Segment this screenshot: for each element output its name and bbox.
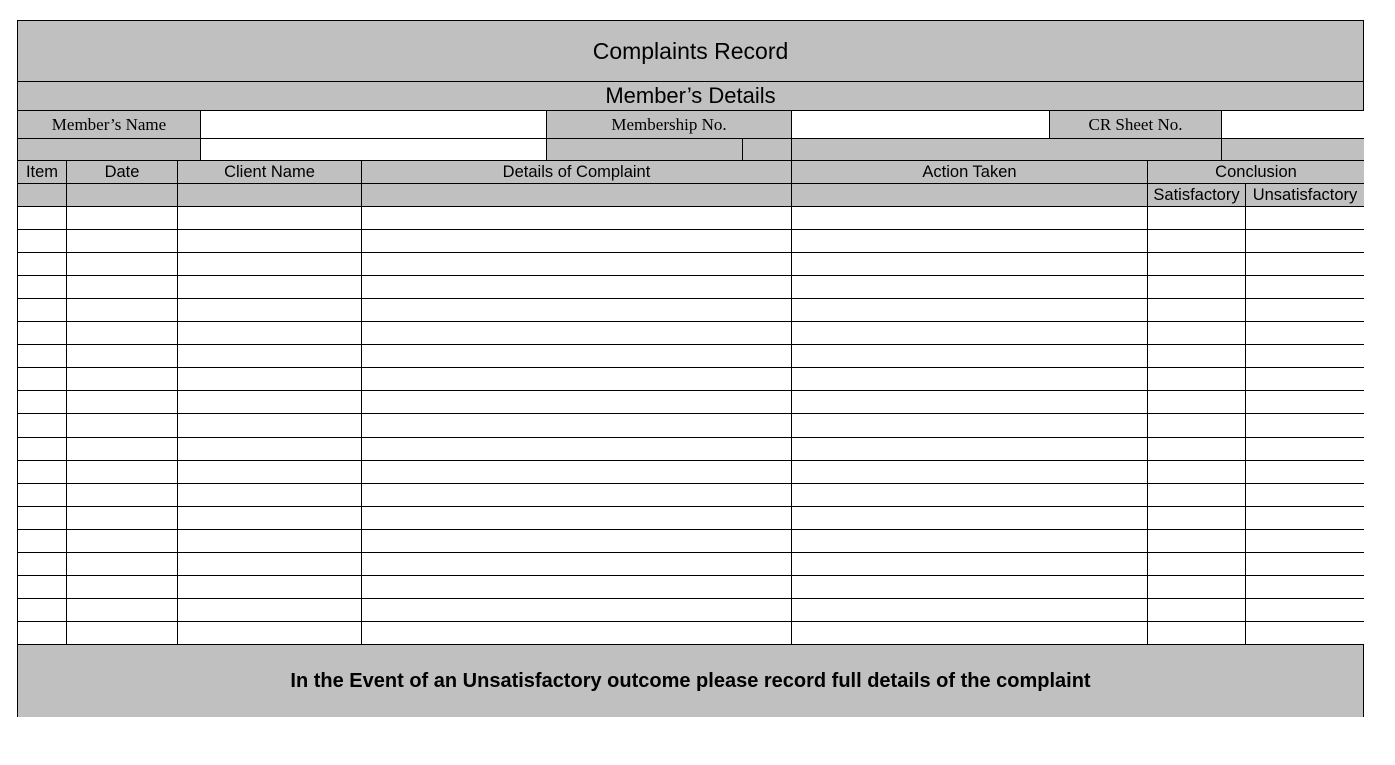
header-spacer-cell (178, 184, 362, 207)
table-cell-action-taken[interactable] (792, 414, 1148, 437)
table-cell-satisfactory[interactable] (1148, 461, 1246, 484)
table-cell-unsatisfactory[interactable] (1246, 461, 1364, 484)
table-cell-satisfactory[interactable] (1148, 299, 1246, 322)
table-cell-unsatisfactory[interactable] (1246, 414, 1364, 437)
column-header-item: Item (18, 161, 67, 184)
table-cell-item[interactable] (18, 461, 67, 484)
table-cell-date[interactable] (67, 553, 178, 576)
table-cell-item[interactable] (18, 484, 67, 507)
table-cell-satisfactory[interactable] (1148, 438, 1246, 461)
table-cell-client-name[interactable] (178, 599, 362, 622)
table-cell-item[interactable] (18, 530, 67, 553)
table-cell-details-of-complaint[interactable] (362, 438, 792, 461)
table-cell-client-name[interactable] (178, 276, 362, 299)
table-cell-client-name[interactable] (178, 368, 362, 391)
table-cell-item[interactable] (18, 230, 67, 253)
table-cell-details-of-complaint[interactable] (362, 530, 792, 553)
table-cell-date[interactable] (67, 461, 178, 484)
table-cell-action-taken[interactable] (792, 345, 1148, 368)
table-cell-date[interactable] (67, 599, 178, 622)
table-cell-client-name[interactable] (178, 345, 362, 368)
table-cell-client-name[interactable] (178, 576, 362, 599)
table-cell-date[interactable] (67, 345, 178, 368)
table-cell-date[interactable] (67, 414, 178, 437)
table-cell-details-of-complaint[interactable] (362, 253, 792, 276)
table-cell-satisfactory[interactable] (1148, 599, 1246, 622)
table-cell-action-taken[interactable] (792, 207, 1148, 230)
table-cell-client-name[interactable] (178, 507, 362, 530)
table-cell-details-of-complaint[interactable] (362, 599, 792, 622)
table-cell-client-name[interactable] (178, 438, 362, 461)
table-cell-satisfactory[interactable] (1148, 414, 1246, 437)
membership-no-label: Membership No. (547, 111, 792, 139)
table-cell-satisfactory[interactable] (1148, 530, 1246, 553)
cr-sheet-no-input[interactable] (1222, 111, 1364, 138)
table-cell-unsatisfactory[interactable] (1246, 276, 1364, 299)
table-cell-details-of-complaint[interactable] (362, 230, 792, 253)
table-cell-item[interactable] (18, 345, 67, 368)
table-cell-date[interactable] (67, 438, 178, 461)
table-cell-satisfactory[interactable] (1148, 230, 1246, 253)
column-header-client-name: Client Name (178, 161, 362, 184)
table-cell-unsatisfactory[interactable] (1246, 391, 1364, 414)
table-cell-date[interactable] (67, 322, 178, 345)
table-cell-satisfactory[interactable] (1148, 484, 1246, 507)
table-cell-item[interactable] (18, 322, 67, 345)
table-cell-item[interactable] (18, 299, 67, 322)
table-cell-details-of-complaint[interactable] (362, 461, 792, 484)
table-cell-client-name[interactable] (178, 414, 362, 437)
table-cell-date[interactable] (67, 207, 178, 230)
table-cell-item[interactable] (18, 253, 67, 276)
table-cell-date[interactable] (67, 230, 178, 253)
table-cell-item[interactable] (18, 391, 67, 414)
table-cell-satisfactory[interactable] (1148, 391, 1246, 414)
table-cell-satisfactory[interactable] (1148, 345, 1246, 368)
table-cell-date[interactable] (67, 622, 178, 645)
table-cell-unsatisfactory[interactable] (1246, 230, 1364, 253)
spacer-cell (201, 139, 547, 161)
member-name-label: Member’s Name (18, 111, 201, 139)
column-header-satisfactory: Satisfactory (1148, 184, 1246, 207)
table-cell-action-taken[interactable] (792, 507, 1148, 530)
table-cell-satisfactory[interactable] (1148, 253, 1246, 276)
table-cell-details-of-complaint[interactable] (362, 484, 792, 507)
table-cell-action-taken[interactable] (792, 576, 1148, 599)
table-cell-item[interactable] (18, 207, 67, 230)
table-cell-unsatisfactory[interactable] (1246, 553, 1364, 576)
form-title: Complaints Record (18, 21, 1363, 82)
table-cell-details-of-complaint[interactable] (362, 553, 792, 576)
spacer-cell (1222, 139, 1364, 161)
table-cell-satisfactory[interactable] (1148, 322, 1246, 345)
column-header-action-taken: Action Taken (792, 161, 1148, 184)
table-cell-action-taken[interactable] (792, 622, 1148, 645)
table-cell-client-name[interactable] (178, 622, 362, 645)
table-cell-details-of-complaint[interactable] (362, 576, 792, 599)
spacer-cell (792, 139, 1222, 161)
table-cell-item[interactable] (18, 599, 67, 622)
table-cell-date[interactable] (67, 391, 178, 414)
table-cell-action-taken[interactable] (792, 391, 1148, 414)
table-cell-client-name[interactable] (178, 230, 362, 253)
table-cell-satisfactory[interactable] (1148, 368, 1246, 391)
table-cell-satisfactory[interactable] (1148, 207, 1246, 230)
table-cell-unsatisfactory[interactable] (1246, 507, 1364, 530)
section-title-members-details: Member’s Details (18, 82, 1363, 111)
table-cell-satisfactory[interactable] (1148, 276, 1246, 299)
table-cell-unsatisfactory[interactable] (1246, 599, 1364, 622)
table-cell-unsatisfactory[interactable] (1246, 530, 1364, 553)
table-cell-details-of-complaint[interactable] (362, 622, 792, 645)
table-cell-client-name[interactable] (178, 391, 362, 414)
header-spacer-cell (18, 184, 67, 207)
table-cell-item[interactable] (18, 622, 67, 645)
spacer-cell (18, 139, 201, 161)
table-cell-unsatisfactory[interactable] (1246, 576, 1364, 599)
table-cell-date[interactable] (67, 299, 178, 322)
table-cell-date[interactable] (67, 576, 178, 599)
table-cell-action-taken[interactable] (792, 299, 1148, 322)
table-cell-item[interactable] (18, 414, 67, 437)
spacer-cell (743, 139, 792, 161)
header-spacer-cell (362, 184, 792, 207)
table-cell-satisfactory[interactable] (1148, 576, 1246, 599)
table-cell-unsatisfactory[interactable] (1246, 484, 1364, 507)
table-cell-client-name[interactable] (178, 530, 362, 553)
table-cell-item[interactable] (18, 438, 67, 461)
table-cell-action-taken[interactable] (792, 322, 1148, 345)
table-cell-client-name[interactable] (178, 253, 362, 276)
table-cell-satisfactory[interactable] (1148, 553, 1246, 576)
table-cell-unsatisfactory[interactable] (1246, 322, 1364, 345)
table-cell-unsatisfactory[interactable] (1246, 299, 1364, 322)
column-header-details-of-complaint: Details of Complaint (362, 161, 792, 184)
table-cell-details-of-complaint[interactable] (362, 276, 792, 299)
table-cell-action-taken[interactable] (792, 276, 1148, 299)
table-cell-unsatisfactory[interactable] (1246, 207, 1364, 230)
header-spacer-cell (67, 184, 178, 207)
table-cell-date[interactable] (67, 253, 178, 276)
table-cell-date[interactable] (67, 276, 178, 299)
table-cell-unsatisfactory[interactable] (1246, 622, 1364, 645)
table-cell-details-of-complaint[interactable] (362, 391, 792, 414)
table-cell-satisfactory[interactable] (1148, 622, 1246, 645)
table-cell-item[interactable] (18, 507, 67, 530)
table-cell-satisfactory[interactable] (1148, 507, 1246, 530)
table-cell-item[interactable] (18, 368, 67, 391)
table-cell-details-of-complaint[interactable] (362, 207, 792, 230)
table-cell-details-of-complaint[interactable] (362, 299, 792, 322)
table-cell-client-name[interactable] (178, 553, 362, 576)
table-cell-details-of-complaint[interactable] (362, 368, 792, 391)
cr-sheet-no-label: CR Sheet No. (1050, 111, 1222, 139)
table-cell-item[interactable] (18, 553, 67, 576)
membership-no-input[interactable] (792, 111, 1049, 138)
complaints-record-form (17, 20, 1364, 717)
cr-sheet-no-field[interactable] (1222, 111, 1364, 139)
table-cell-action-taken[interactable] (792, 368, 1148, 391)
table-cell-action-taken[interactable] (792, 530, 1148, 553)
table-cell-action-taken[interactable] (792, 230, 1148, 253)
table-cell-date[interactable] (67, 530, 178, 553)
spacer-cell (547, 139, 743, 161)
table-cell-action-taken[interactable] (792, 438, 1148, 461)
table-cell-unsatisfactory[interactable] (1246, 253, 1364, 276)
table-cell-date[interactable] (67, 368, 178, 391)
table-cell-details-of-complaint[interactable] (362, 414, 792, 437)
table-cell-client-name[interactable] (178, 207, 362, 230)
table-cell-client-name[interactable] (178, 299, 362, 322)
table-cell-item[interactable] (18, 276, 67, 299)
table-cell-item[interactable] (18, 576, 67, 599)
table-cell-action-taken[interactable] (792, 553, 1148, 576)
table-cell-unsatisfactory[interactable] (1246, 368, 1364, 391)
table-cell-unsatisfactory[interactable] (1246, 438, 1364, 461)
table-cell-client-name[interactable] (178, 461, 362, 484)
table-cell-unsatisfactory[interactable] (1246, 345, 1364, 368)
table-cell-details-of-complaint[interactable] (362, 322, 792, 345)
table-cell-details-of-complaint[interactable] (362, 345, 792, 368)
table-cell-action-taken[interactable] (792, 253, 1148, 276)
table-cell-date[interactable] (67, 484, 178, 507)
table-cell-action-taken[interactable] (792, 599, 1148, 622)
column-header-conclusion: Conclusion (1148, 161, 1364, 184)
header-spacer-cell (792, 184, 1148, 207)
membership-no-field[interactable] (792, 111, 1050, 139)
column-header-unsatisfactory: Unsatisfactory (1246, 184, 1364, 207)
table-cell-details-of-complaint[interactable] (362, 507, 792, 530)
member-name-input[interactable] (201, 111, 546, 138)
footer-note: In the Event of an Unsatisfactory outcome please record full details of the complaint (18, 645, 1363, 717)
table-cell-client-name[interactable] (178, 322, 362, 345)
column-header-date: Date (67, 161, 178, 184)
table-cell-action-taken[interactable] (792, 461, 1148, 484)
table-cell-date[interactable] (67, 507, 178, 530)
table-cell-action-taken[interactable] (792, 484, 1148, 507)
member-name-field[interactable] (201, 111, 547, 139)
table-cell-client-name[interactable] (178, 484, 362, 507)
